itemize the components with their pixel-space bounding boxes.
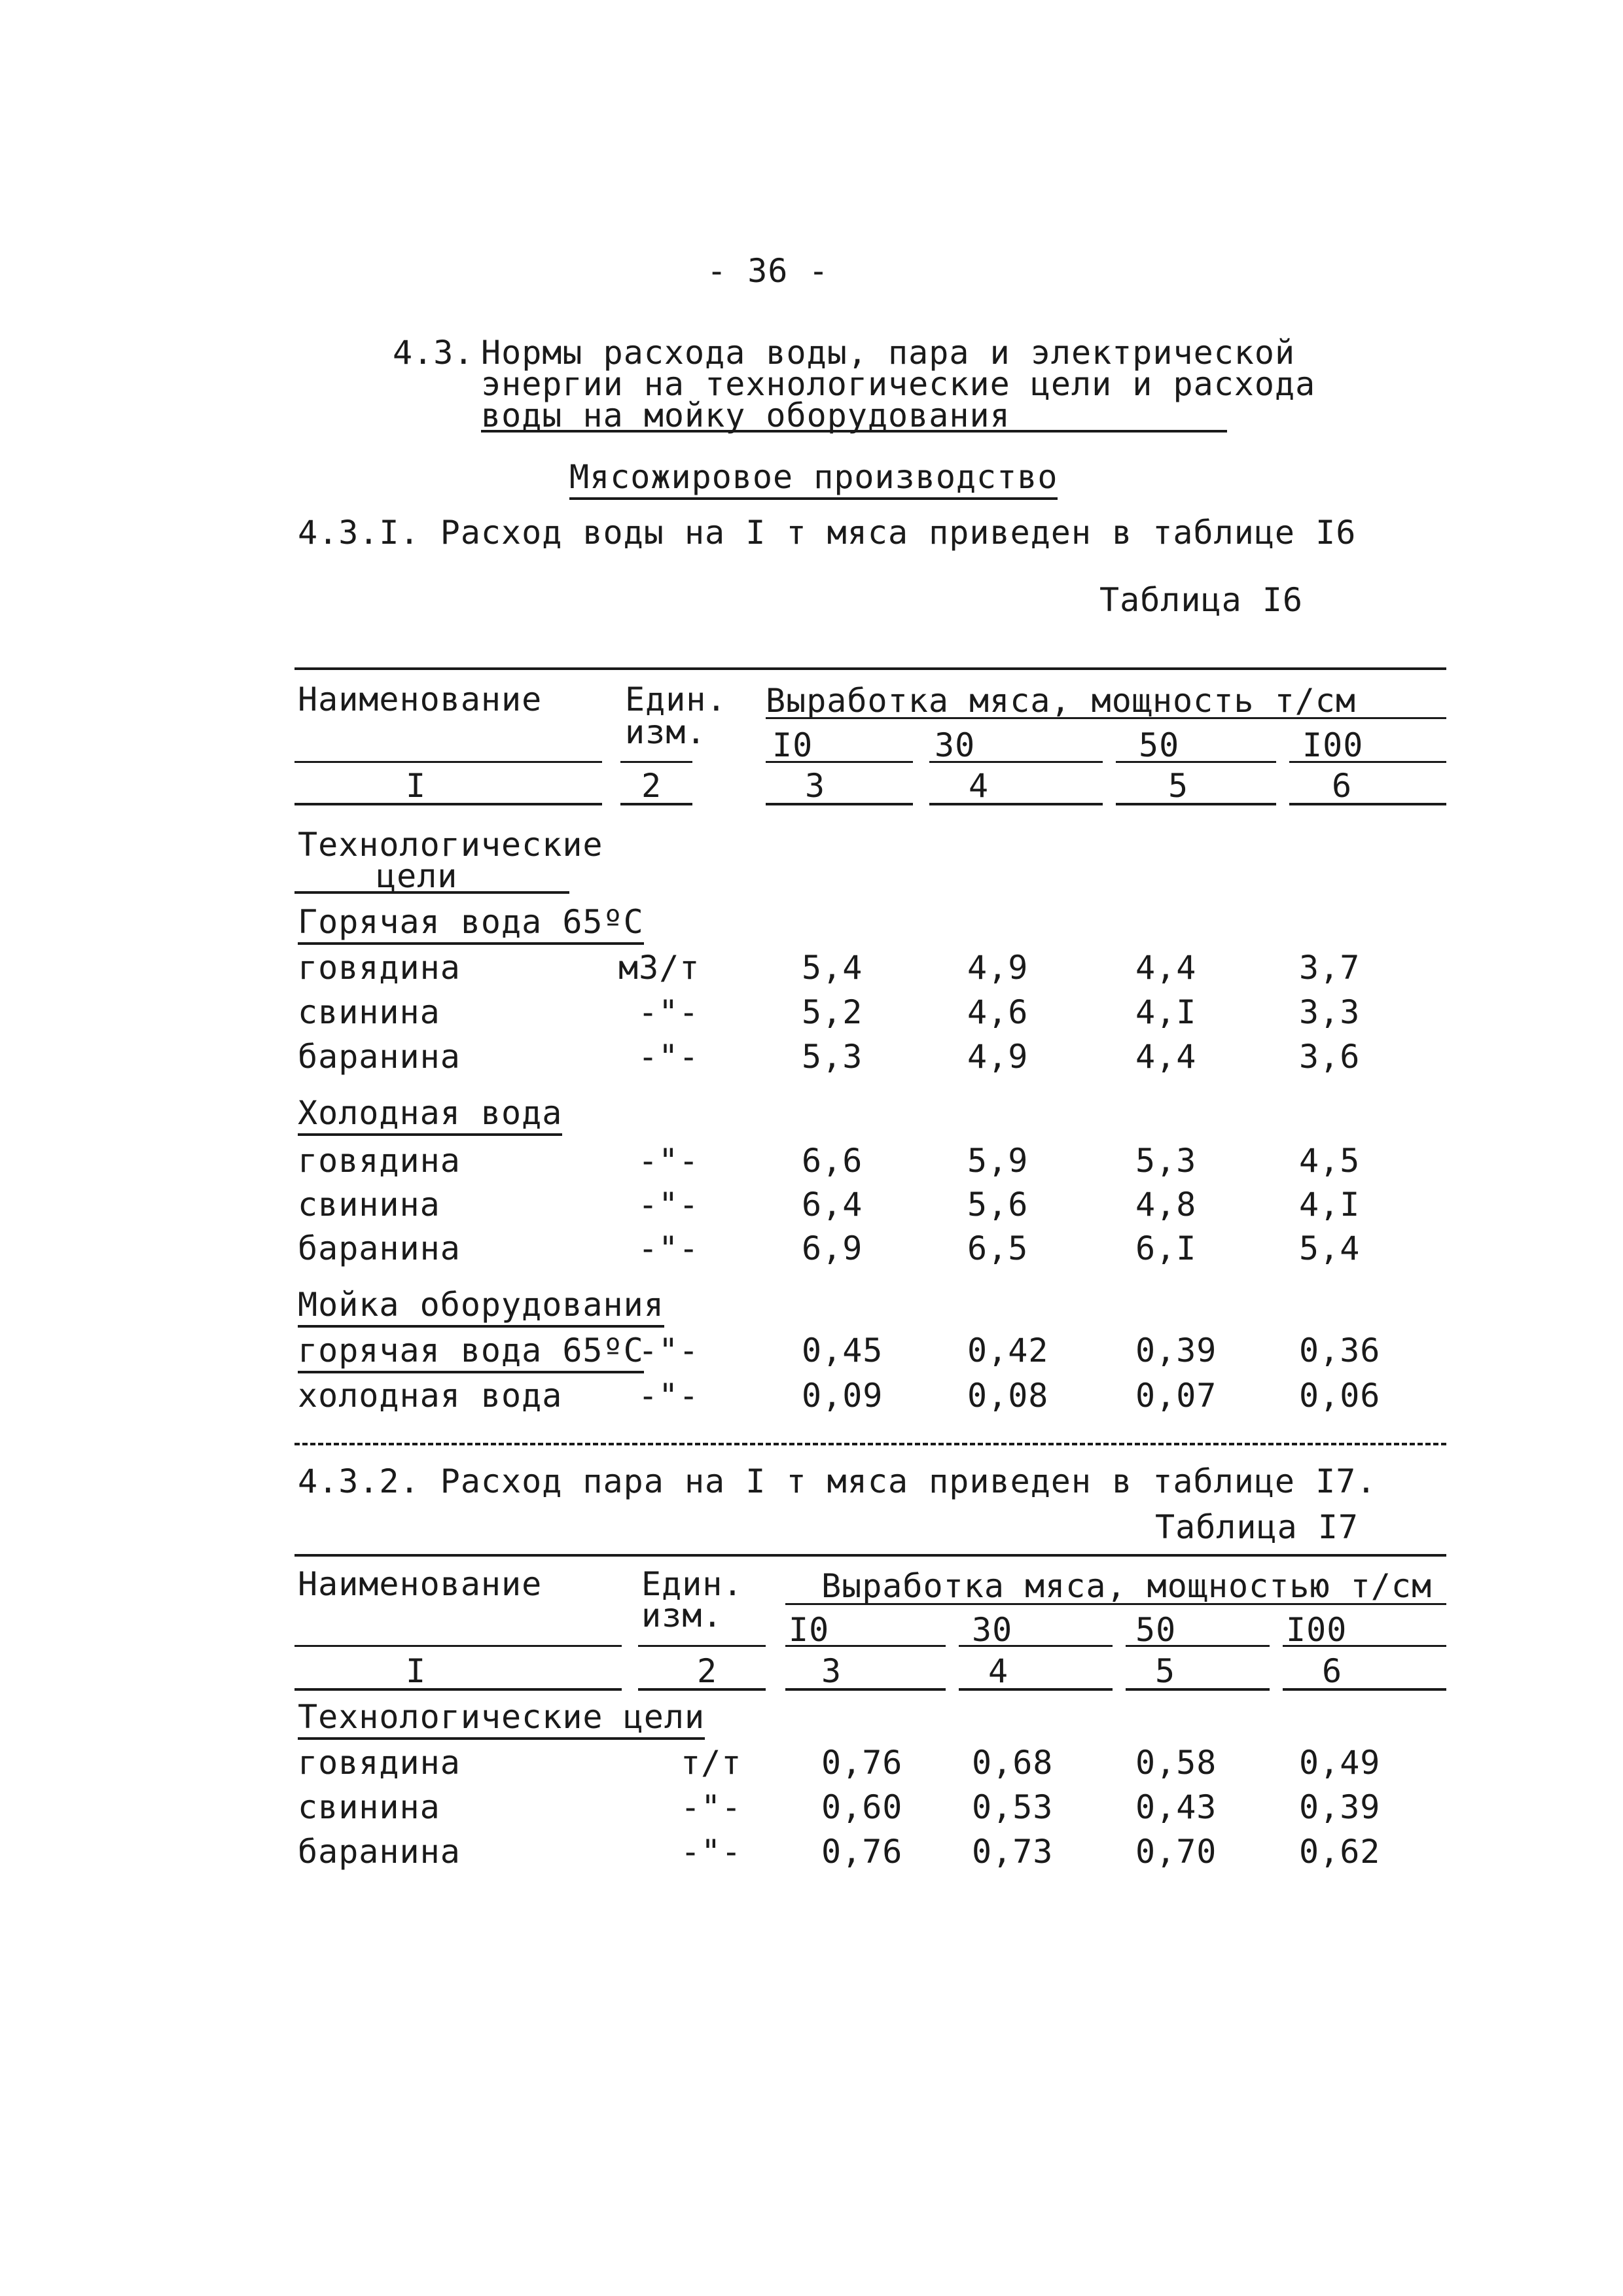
row-unit: -"- [681,1788,742,1826]
row-value-4: 0,49 [1299,1744,1381,1782]
table16-colnum-6: 6 [1332,767,1353,805]
table16-header-rule-col1 [294,761,602,763]
table17-group-rule [785,1603,1446,1605]
row-value-1: 6,9 [802,1229,863,1267]
table17-colnum-4: 4 [988,1652,1009,1690]
table16-colnum-2: 2 [641,767,662,805]
row-value-2: 5,6 [967,1186,1029,1224]
row-unit: -"- [638,1142,700,1180]
row-value-3: 0,70 [1135,1833,1217,1871]
row-name: говядина [298,949,461,987]
row-value-2: 0,08 [967,1377,1049,1415]
row-value-4: 3,7 [1299,949,1361,987]
table17-colnum-rule-col4 [959,1688,1113,1691]
row-value-1: 0,76 [821,1744,903,1782]
table17-colnum-1: I [406,1652,427,1690]
table16-header-unit2: изм. [625,713,707,751]
row-value-3: 0,07 [1135,1377,1217,1415]
row-value-2: 0,42 [967,1332,1049,1369]
table17-header-rule-col3 [785,1645,946,1647]
row-unit: -"- [638,993,700,1031]
table17-header-group: Выработка мяса, мощностью т/см [821,1567,1433,1605]
row-value-1: 5,2 [802,993,863,1031]
row-value-3: 4,4 [1135,1038,1197,1076]
row-value-1: 0,76 [821,1833,903,1871]
table17-header-rule-col6 [1283,1645,1446,1647]
row-unit: -"- [638,1038,700,1076]
row-value-1: 6,4 [802,1186,863,1224]
table16-cap-2: 30 [935,726,976,764]
table16-header-rule-col6 [1289,761,1446,763]
table17-header-rule-col1 [294,1645,622,1647]
row-value-4: 0,06 [1299,1377,1381,1415]
row-value-4: 0,36 [1299,1332,1381,1369]
table17-header-unit2: изм. [641,1597,723,1634]
row-unit: -"- [638,1229,700,1267]
row-name: горячая вода 65ºC [298,1332,644,1373]
table17-header-rule-col2 [638,1645,766,1647]
row-value-1: 6,6 [802,1142,863,1180]
page-number: - 36 - [707,252,829,290]
table16-colnum-rule-col1 [294,803,602,805]
section-title-line2: энергии на технологические цели и расхода [481,365,1316,403]
row-value-2: 5,9 [967,1142,1029,1180]
table16-header-rule-col4 [929,761,1103,763]
table17-section-tech: Технологические цели [298,1698,705,1740]
table17-caption: Таблица I7 [1155,1508,1359,1546]
table17-cap-3: 50 [1135,1611,1177,1649]
row-value-3: 0,58 [1135,1744,1217,1782]
table17-colnum-rule-col1 [294,1688,622,1691]
table17-colnum-rule-col5 [1126,1688,1270,1691]
row-value-4: 5,4 [1299,1229,1361,1267]
row-value-4: 4,I [1299,1186,1361,1224]
row-value-3: 4,8 [1135,1186,1197,1224]
row-name: баранина [298,1038,461,1076]
row-name: баранина [298,1833,461,1871]
table16-bottom-rule [294,1443,1446,1445]
table17-colnum-3: 3 [821,1652,842,1690]
section-subtitle: Мясожировое производство [569,458,1058,500]
row-value-2: 0,68 [972,1744,1054,1782]
table16-section-tech-underline [294,891,569,894]
row-unit: -"- [638,1332,700,1369]
table17-intro: 4.3.2. Расход пара на I т мяса приведен в таблице I7. [298,1462,1377,1500]
row-unit: т/т [681,1744,742,1782]
row-name: свинина [298,1186,440,1224]
table16-colnum-3: 3 [805,767,826,805]
table16-group-hot: Горячая вода 65ºC [298,903,644,945]
table16-colnum-rule-col2 [620,803,692,805]
table17-colnum-rule-col3 [785,1688,946,1691]
row-value-2: 6,5 [967,1229,1029,1267]
table16-colnum-rule-col4 [929,803,1103,805]
section-title-underline [481,430,1227,433]
table16-cap-1: I0 [772,726,813,764]
table16-colnum-rule-col5 [1116,803,1276,805]
table17-cap-4: I00 [1286,1611,1347,1649]
row-value-4: 3,6 [1299,1038,1361,1076]
row-value-2: 4,9 [967,1038,1029,1076]
table16-header-rule-col5 [1116,761,1276,763]
table16-header-rule-col3 [766,761,913,763]
row-name: говядина [298,1142,461,1180]
table16-header-rule-col2 [620,761,692,763]
table17-top-rule [294,1554,1446,1557]
table17-header-unit1: Един. [641,1565,743,1603]
row-value-2: 0,53 [972,1788,1054,1826]
table17-header-rule-col5 [1126,1645,1270,1647]
table16-top-rule [294,667,1446,670]
row-value-1: 5,3 [802,1038,863,1076]
table17-colnum-6: 6 [1322,1652,1343,1690]
table17-colnum-5: 5 [1155,1652,1176,1690]
table16-header-unit1: Един. [625,680,727,718]
table16-section-tech-line2: цели [376,857,458,895]
row-value-3: 4,I [1135,993,1197,1031]
table16-colnum-1: I [406,767,427,805]
row-name: свинина [298,993,440,1031]
row-value-3: 0,39 [1135,1332,1217,1369]
row-name: баранина [298,1229,461,1267]
table17-header-rule-col4 [959,1645,1113,1647]
row-value-4: 3,3 [1299,993,1361,1031]
row-name: говядина [298,1744,461,1782]
table16-group-cold: Холодная вода [298,1094,562,1136]
row-value-2: 4,9 [967,949,1029,987]
row-unit: -"- [638,1377,700,1415]
table16-cap-4: I00 [1302,726,1364,764]
row-value-3: 6,I [1135,1229,1197,1267]
table16-group-rule [766,717,1446,719]
row-unit: -"- [681,1833,742,1871]
table16-caption: Таблица I6 [1099,581,1304,619]
table17-cap-2: 30 [972,1611,1013,1649]
table16-colnum-4: 4 [969,767,990,805]
row-value-1: 0,45 [802,1332,883,1369]
section-number: 4.3. [393,334,474,372]
table17-header-name: Наименование [298,1565,543,1603]
table16-colnum-rule-col3 [766,803,913,805]
row-value-2: 0,73 [972,1833,1054,1871]
table16-header-name: Наименование [298,680,543,718]
row-value-1: 0,60 [821,1788,903,1826]
table17-cap-1: I0 [789,1611,830,1649]
section-title-line1: Нормы расхода воды, пара и электрической [481,334,1296,372]
row-value-4: 0,62 [1299,1833,1381,1871]
table17-colnum-2: 2 [697,1652,718,1690]
row-value-1: 5,4 [802,949,863,987]
row-value-4: 4,5 [1299,1142,1361,1180]
row-value-2: 4,6 [967,993,1029,1031]
row-value-3: 5,3 [1135,1142,1197,1180]
table16-colnum-rule-col6 [1289,803,1446,805]
row-value-1: 0,09 [802,1377,883,1415]
table16-section-tech-line1: Технологические [298,826,603,864]
row-value-4: 0,39 [1299,1788,1381,1826]
row-unit: м3/т [618,949,700,987]
section-title-line3: воды на мойку оборудования [481,397,1010,434]
table16-group-wash: Мойка оборудования [298,1286,664,1328]
table17-colnum-rule-col6 [1283,1688,1446,1691]
row-value-3: 0,43 [1135,1788,1217,1826]
table16-cap-3: 50 [1139,726,1180,764]
table16-intro: 4.3.I. Расход воды на I т мяса приведен в таблице I6 [298,514,1357,552]
table16-colnum-5: 5 [1168,767,1189,805]
row-name: холодная вода [298,1377,563,1415]
row-unit: -"- [638,1186,700,1224]
row-name: свинина [298,1788,440,1826]
row-value-3: 4,4 [1135,949,1197,987]
table16-header-group: Выработка мяса, мощность т/см [766,682,1356,720]
table17-colnum-rule-col2 [638,1688,766,1691]
